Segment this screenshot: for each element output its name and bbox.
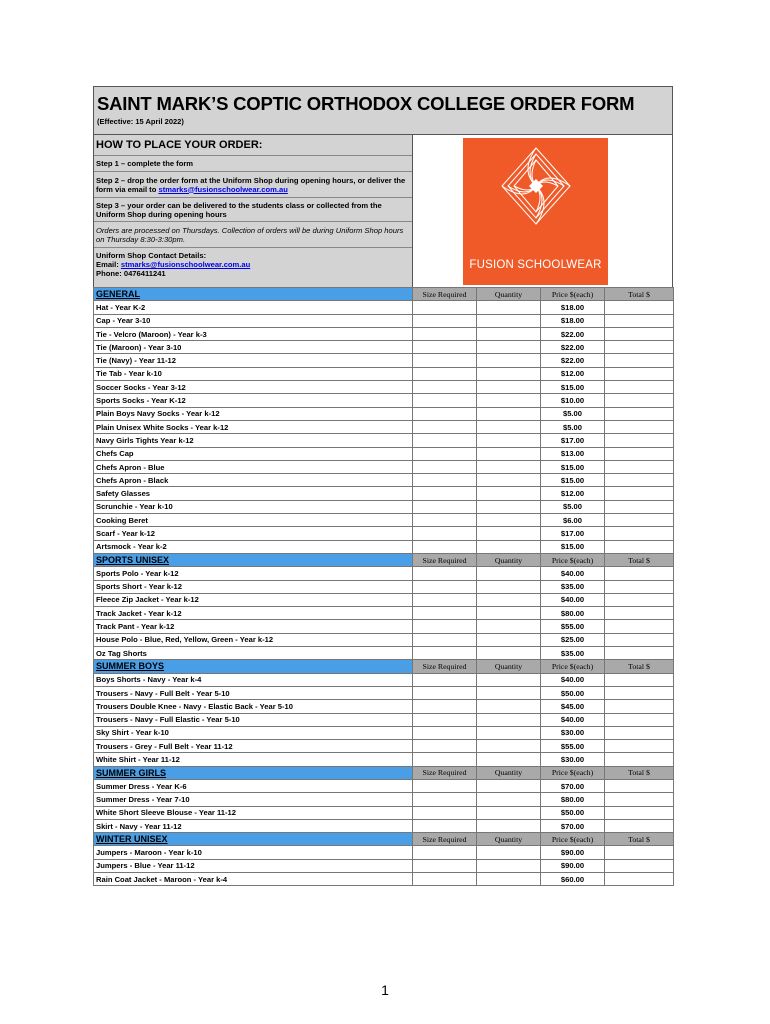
size-input-cell[interactable] bbox=[413, 381, 477, 394]
quantity-input-cell[interactable] bbox=[477, 567, 541, 580]
item-name: Hat - Year K-2 bbox=[94, 301, 413, 314]
item-name: Safety Glasses bbox=[94, 487, 413, 500]
section-name: SUMMER GIRLS bbox=[94, 766, 413, 779]
item-row bbox=[94, 753, 674, 766]
quantity-input-cell[interactable] bbox=[477, 447, 541, 460]
item-price: $80.00 bbox=[541, 607, 605, 620]
item-name: Trousers - Navy - Full Elastic - Year 5-10 bbox=[94, 713, 413, 726]
item-price: $70.00 bbox=[541, 779, 605, 792]
size-input-cell[interactable] bbox=[413, 314, 477, 327]
item-price: $35.00 bbox=[541, 647, 605, 660]
quantity-input-cell[interactable] bbox=[477, 580, 541, 593]
item-row bbox=[94, 540, 674, 553]
item-name: Cooking Beret bbox=[94, 514, 413, 527]
item-name: Rain Coat Jacket - Maroon - Year k-4 bbox=[94, 873, 413, 886]
quantity-input-cell[interactable] bbox=[477, 394, 541, 407]
size-input-cell[interactable] bbox=[413, 407, 477, 420]
quantity-input-cell[interactable] bbox=[477, 593, 541, 606]
size-input-cell[interactable] bbox=[413, 700, 477, 713]
total-input-cell[interactable] bbox=[605, 740, 674, 753]
quantity-input-cell[interactable] bbox=[477, 500, 541, 513]
size-input-cell[interactable] bbox=[413, 647, 477, 660]
size-input-cell[interactable] bbox=[413, 859, 477, 872]
total-input-cell[interactable] bbox=[605, 700, 674, 713]
item-price: $6.00 bbox=[541, 514, 605, 527]
total-input-cell[interactable] bbox=[605, 567, 674, 580]
order-table bbox=[93, 287, 674, 886]
quantity-input-cell[interactable] bbox=[477, 793, 541, 806]
item-price: $55.00 bbox=[541, 620, 605, 633]
price-header: Price $(each) bbox=[541, 660, 605, 673]
quantity-input-cell[interactable] bbox=[477, 367, 541, 380]
quantity-input-cell[interactable] bbox=[477, 607, 541, 620]
size-input-cell[interactable] bbox=[413, 793, 477, 806]
item-row bbox=[94, 341, 674, 354]
item-row bbox=[94, 514, 674, 527]
total-header: Total $ bbox=[605, 288, 674, 301]
item-price: $55.00 bbox=[541, 740, 605, 753]
item-name: Trousers Double Knee - Navy - Elastic Back - Year 5-10 bbox=[94, 700, 413, 713]
step-2 bbox=[94, 172, 412, 198]
section-header-row bbox=[94, 288, 674, 301]
logo-text: FUSION SCHOOLWEAR bbox=[469, 259, 602, 271]
title-box bbox=[93, 86, 673, 135]
size-input-cell[interactable] bbox=[413, 487, 477, 500]
total-input-cell[interactable] bbox=[605, 314, 674, 327]
total-input-cell[interactable] bbox=[605, 647, 674, 660]
item-row bbox=[94, 487, 674, 500]
item-name: Tie (Navy) - Year 11-12 bbox=[94, 354, 413, 367]
quantity-input-cell[interactable] bbox=[477, 540, 541, 553]
item-name: Plain Boys Navy Socks - Year k-12 bbox=[94, 407, 413, 420]
total-input-cell[interactable] bbox=[605, 713, 674, 726]
size-input-cell[interactable] bbox=[413, 394, 477, 407]
item-row bbox=[94, 607, 674, 620]
item-name: Sports Short - Year k-12 bbox=[94, 580, 413, 593]
contact-details bbox=[94, 248, 412, 287]
total-input-cell[interactable] bbox=[605, 460, 674, 473]
total-input-cell[interactable] bbox=[605, 846, 674, 859]
size-input-cell[interactable] bbox=[413, 500, 477, 513]
item-row bbox=[94, 567, 674, 580]
total-input-cell[interactable] bbox=[605, 394, 674, 407]
item-row bbox=[94, 327, 674, 340]
contact-heading: Uniform Shop Contact Details: bbox=[96, 251, 207, 260]
item-row bbox=[94, 420, 674, 433]
item-row bbox=[94, 793, 674, 806]
item-row bbox=[94, 301, 674, 314]
quantity-input-cell[interactable] bbox=[477, 527, 541, 540]
item-row bbox=[94, 381, 674, 394]
item-name: White Short Sleeve Blouse - Year 11-12 bbox=[94, 806, 413, 819]
size-input-cell[interactable] bbox=[413, 354, 477, 367]
item-name: Track Jacket - Year k-12 bbox=[94, 607, 413, 620]
item-row bbox=[94, 314, 674, 327]
total-input-cell[interactable] bbox=[605, 633, 674, 646]
quantity-input-cell[interactable] bbox=[477, 819, 541, 832]
total-input-cell[interactable] bbox=[605, 487, 674, 500]
item-row bbox=[94, 460, 674, 473]
item-row bbox=[94, 620, 674, 633]
item-name: Tie Tab - Year k-10 bbox=[94, 367, 413, 380]
quantity-input-cell[interactable] bbox=[477, 460, 541, 473]
item-row bbox=[94, 806, 674, 819]
item-price: $90.00 bbox=[541, 846, 605, 859]
item-name: Scarf - Year k-12 bbox=[94, 527, 413, 540]
item-name: Cap - Year 3-10 bbox=[94, 314, 413, 327]
item-price: $40.00 bbox=[541, 593, 605, 606]
item-name: Summer Dress - Year K-6 bbox=[94, 779, 413, 792]
quantity-input-cell[interactable] bbox=[477, 474, 541, 487]
quantity-input-cell[interactable] bbox=[477, 873, 541, 886]
total-input-cell[interactable] bbox=[605, 301, 674, 314]
total-input-cell[interactable] bbox=[605, 447, 674, 460]
item-price: $15.00 bbox=[541, 474, 605, 487]
total-input-cell[interactable] bbox=[605, 607, 674, 620]
item-row bbox=[94, 846, 674, 859]
size-input-cell[interactable] bbox=[413, 873, 477, 886]
section-name: GENERAL bbox=[94, 288, 413, 301]
size-input-cell[interactable] bbox=[413, 341, 477, 354]
size-input-cell[interactable] bbox=[413, 593, 477, 606]
total-input-cell[interactable] bbox=[605, 873, 674, 886]
total-input-cell[interactable] bbox=[605, 793, 674, 806]
how-to-heading: HOW TO PLACE YOUR ORDER: bbox=[94, 135, 412, 156]
how-to-order-instructions bbox=[94, 135, 413, 287]
item-price: $40.00 bbox=[541, 567, 605, 580]
step-3: Step 3 – your order can be delivered to the students class or collected from the Uniform Shop during opening hours bbox=[94, 198, 412, 222]
item-name: Jumpers - Blue - Year 11-12 bbox=[94, 859, 413, 872]
size-input-cell[interactable] bbox=[413, 686, 477, 699]
section-header-row bbox=[94, 553, 674, 566]
size-input-cell[interactable] bbox=[413, 447, 477, 460]
quantity-input-cell[interactable] bbox=[477, 620, 541, 633]
total-input-cell[interactable] bbox=[605, 474, 674, 487]
size-required-header: Size Required bbox=[413, 660, 477, 673]
section-header-row bbox=[94, 660, 674, 673]
total-input-cell[interactable] bbox=[605, 367, 674, 380]
item-name: Boys Shorts - Navy - Year k-4 bbox=[94, 673, 413, 686]
item-name: Navy Girls Tights Year k-12 bbox=[94, 434, 413, 447]
item-price: $60.00 bbox=[541, 873, 605, 886]
quantity-input-cell[interactable] bbox=[477, 647, 541, 660]
item-row bbox=[94, 700, 674, 713]
item-row bbox=[94, 859, 674, 872]
size-input-cell[interactable] bbox=[413, 460, 477, 473]
item-name: Tie (Maroon) - Year 3-10 bbox=[94, 341, 413, 354]
quantity-header: Quantity bbox=[477, 288, 541, 301]
item-row bbox=[94, 779, 674, 792]
contact-email-link[interactable]: stmarks@fusionschoolwear.com.au bbox=[120, 260, 251, 269]
item-price: $12.00 bbox=[541, 487, 605, 500]
total-input-cell[interactable] bbox=[605, 354, 674, 367]
quantity-input-cell[interactable] bbox=[477, 726, 541, 739]
quantity-input-cell[interactable] bbox=[477, 846, 541, 859]
item-row bbox=[94, 647, 674, 660]
size-input-cell[interactable] bbox=[413, 420, 477, 433]
item-price: $12.00 bbox=[541, 367, 605, 380]
item-row bbox=[94, 354, 674, 367]
quantity-input-cell[interactable] bbox=[477, 487, 541, 500]
item-price: $30.00 bbox=[541, 726, 605, 739]
quantity-input-cell[interactable] bbox=[477, 514, 541, 527]
quantity-input-cell[interactable] bbox=[477, 354, 541, 367]
total-header: Total $ bbox=[605, 766, 674, 779]
total-input-cell[interactable] bbox=[605, 806, 674, 819]
size-input-cell[interactable] bbox=[413, 540, 477, 553]
total-input-cell[interactable] bbox=[605, 779, 674, 792]
total-input-cell[interactable] bbox=[605, 620, 674, 633]
step-2-text: Step 2 – drop the order form at the Uniform Shop during opening hours, or deliver the form via email to bbox=[96, 175, 406, 194]
quantity-input-cell[interactable] bbox=[477, 381, 541, 394]
quantity-header: Quantity bbox=[477, 833, 541, 846]
size-input-cell[interactable] bbox=[413, 580, 477, 593]
size-input-cell[interactable] bbox=[413, 633, 477, 646]
quantity-input-cell[interactable] bbox=[477, 327, 541, 340]
item-name: Skirt - Navy - Year 11-12 bbox=[94, 819, 413, 832]
item-price: $5.00 bbox=[541, 500, 605, 513]
total-header: Total $ bbox=[605, 553, 674, 566]
item-row bbox=[94, 686, 674, 699]
item-price: $22.00 bbox=[541, 341, 605, 354]
item-price: $50.00 bbox=[541, 806, 605, 819]
quantity-input-cell[interactable] bbox=[477, 686, 541, 699]
size-input-cell[interactable] bbox=[413, 620, 477, 633]
item-row bbox=[94, 447, 674, 460]
item-price: $30.00 bbox=[541, 753, 605, 766]
quantity-header: Quantity bbox=[477, 553, 541, 566]
item-price: $22.00 bbox=[541, 354, 605, 367]
size-required-header: Size Required bbox=[413, 833, 477, 846]
total-header: Total $ bbox=[605, 833, 674, 846]
size-input-cell[interactable] bbox=[413, 740, 477, 753]
section-name: SPORTS UNISEX bbox=[94, 553, 413, 566]
item-price: $5.00 bbox=[541, 407, 605, 420]
quantity-input-cell[interactable] bbox=[477, 633, 541, 646]
total-header: Total $ bbox=[605, 660, 674, 673]
size-input-cell[interactable] bbox=[413, 607, 477, 620]
item-price: $80.00 bbox=[541, 793, 605, 806]
item-row bbox=[94, 407, 674, 420]
item-name: Sports Socks - Year K-12 bbox=[94, 394, 413, 407]
item-row bbox=[94, 367, 674, 380]
item-price: $17.00 bbox=[541, 527, 605, 540]
total-input-cell[interactable] bbox=[605, 341, 674, 354]
item-price: $17.00 bbox=[541, 434, 605, 447]
size-input-cell[interactable] bbox=[413, 474, 477, 487]
price-header: Price $(each) bbox=[541, 833, 605, 846]
quantity-input-cell[interactable] bbox=[477, 859, 541, 872]
section-name: WINTER UNISEX bbox=[94, 833, 413, 846]
size-required-header: Size Required bbox=[413, 553, 477, 566]
size-input-cell[interactable] bbox=[413, 846, 477, 859]
total-input-cell[interactable] bbox=[605, 859, 674, 872]
item-price: $90.00 bbox=[541, 859, 605, 872]
item-price: $35.00 bbox=[541, 580, 605, 593]
item-row bbox=[94, 527, 674, 540]
item-price: $18.00 bbox=[541, 314, 605, 327]
item-row bbox=[94, 394, 674, 407]
item-name: Sky Shirt - Year k-10 bbox=[94, 726, 413, 739]
step-2-email-link[interactable]: stmarks@fusionschoolwear.com.au bbox=[158, 184, 288, 194]
item-price: $13.00 bbox=[541, 447, 605, 460]
item-name: Chefs Apron - Blue bbox=[94, 460, 413, 473]
total-input-cell[interactable] bbox=[605, 753, 674, 766]
quantity-input-cell[interactable] bbox=[477, 740, 541, 753]
item-price: $70.00 bbox=[541, 819, 605, 832]
total-input-cell[interactable] bbox=[605, 686, 674, 699]
total-input-cell[interactable] bbox=[605, 327, 674, 340]
quantity-input-cell[interactable] bbox=[477, 434, 541, 447]
processing-note: Orders are processed on Thursdays. Collection of orders will be during Uniform Shop hours on Thursday 8:30-3:30pm. bbox=[94, 222, 412, 248]
size-input-cell[interactable] bbox=[413, 779, 477, 792]
total-input-cell[interactable] bbox=[605, 673, 674, 686]
total-input-cell[interactable] bbox=[605, 593, 674, 606]
effective-date: (Effective: 15 April 2022) bbox=[97, 117, 184, 126]
total-input-cell[interactable] bbox=[605, 434, 674, 447]
fusion-schoolwear-logo bbox=[463, 138, 608, 285]
item-name: Chefs Cap bbox=[94, 447, 413, 460]
item-price: $40.00 bbox=[541, 673, 605, 686]
quantity-header: Quantity bbox=[477, 766, 541, 779]
item-name: Soccer Socks - Year 3-12 bbox=[94, 381, 413, 394]
size-input-cell[interactable] bbox=[413, 806, 477, 819]
item-row bbox=[94, 713, 674, 726]
section-header-row bbox=[94, 833, 674, 846]
size-input-cell[interactable] bbox=[413, 301, 477, 314]
quantity-header: Quantity bbox=[477, 660, 541, 673]
item-row bbox=[94, 580, 674, 593]
item-price: $5.00 bbox=[541, 420, 605, 433]
email-label: Email: bbox=[96, 260, 121, 269]
item-row bbox=[94, 740, 674, 753]
quantity-input-cell[interactable] bbox=[477, 700, 541, 713]
item-price: $15.00 bbox=[541, 381, 605, 394]
size-input-cell[interactable] bbox=[413, 567, 477, 580]
size-required-header: Size Required bbox=[413, 766, 477, 779]
item-name: Plain Unisex White Socks - Year k-12 bbox=[94, 420, 413, 433]
size-input-cell[interactable] bbox=[413, 527, 477, 540]
size-input-cell[interactable] bbox=[413, 514, 477, 527]
total-input-cell[interactable] bbox=[605, 420, 674, 433]
item-row bbox=[94, 673, 674, 686]
total-input-cell[interactable] bbox=[605, 580, 674, 593]
size-input-cell[interactable] bbox=[413, 673, 477, 686]
size-input-cell[interactable] bbox=[413, 713, 477, 726]
total-input-cell[interactable] bbox=[605, 540, 674, 553]
price-header: Price $(each) bbox=[541, 766, 605, 779]
quantity-input-cell[interactable] bbox=[477, 341, 541, 354]
item-row bbox=[94, 500, 674, 513]
step-1: Step 1 – complete the form bbox=[94, 156, 412, 172]
price-header: Price $(each) bbox=[541, 288, 605, 301]
form-title: SAINT MARK’S COPTIC ORTHODOX COLLEGE ORDER FORM bbox=[97, 93, 635, 114]
section-name: SUMMER BOYS bbox=[94, 660, 413, 673]
item-name: Trousers - Navy - Full Belt - Year 5-10 bbox=[94, 686, 413, 699]
item-price: $25.00 bbox=[541, 633, 605, 646]
total-input-cell[interactable] bbox=[605, 500, 674, 513]
size-input-cell[interactable] bbox=[413, 367, 477, 380]
item-name: Jumpers - Maroon - Year k-10 bbox=[94, 846, 413, 859]
item-row bbox=[94, 434, 674, 447]
total-input-cell[interactable] bbox=[605, 381, 674, 394]
quantity-input-cell[interactable] bbox=[477, 713, 541, 726]
size-input-cell[interactable] bbox=[413, 819, 477, 832]
item-price: $40.00 bbox=[541, 713, 605, 726]
item-row bbox=[94, 819, 674, 832]
item-name: Tie - Velcro (Maroon) - Year k-3 bbox=[94, 327, 413, 340]
quantity-input-cell[interactable] bbox=[477, 753, 541, 766]
size-input-cell[interactable] bbox=[413, 327, 477, 340]
item-price: $10.00 bbox=[541, 394, 605, 407]
item-name: Summer Dress - Year 7-10 bbox=[94, 793, 413, 806]
item-price: $18.00 bbox=[541, 301, 605, 314]
total-input-cell[interactable] bbox=[605, 726, 674, 739]
item-name: House Polo - Blue, Red, Yellow, Green - Year k-12 bbox=[94, 633, 413, 646]
item-price: $15.00 bbox=[541, 460, 605, 473]
quantity-input-cell[interactable] bbox=[477, 673, 541, 686]
page-number: 1 bbox=[381, 982, 389, 998]
item-row bbox=[94, 593, 674, 606]
item-row bbox=[94, 873, 674, 886]
item-price: $50.00 bbox=[541, 686, 605, 699]
item-name: Scrunchie - Year k-10 bbox=[94, 500, 413, 513]
contact-email-line bbox=[96, 260, 410, 269]
item-name: Chefs Apron - Black bbox=[94, 474, 413, 487]
contact-phone: Phone: 0476411241 bbox=[96, 269, 166, 278]
order-form bbox=[93, 86, 673, 886]
total-input-cell[interactable] bbox=[605, 407, 674, 420]
quantity-input-cell[interactable] bbox=[477, 407, 541, 420]
quantity-input-cell[interactable] bbox=[477, 314, 541, 327]
size-required-header: Size Required bbox=[413, 288, 477, 301]
total-input-cell[interactable] bbox=[605, 514, 674, 527]
item-row bbox=[94, 633, 674, 646]
size-input-cell[interactable] bbox=[413, 753, 477, 766]
total-input-cell[interactable] bbox=[605, 527, 674, 540]
size-input-cell[interactable] bbox=[413, 726, 477, 739]
quantity-input-cell[interactable] bbox=[477, 779, 541, 792]
item-row bbox=[94, 726, 674, 739]
item-name: Artsmock - Year k-2 bbox=[94, 540, 413, 553]
item-name: White Shirt - Year 11-12 bbox=[94, 753, 413, 766]
quantity-input-cell[interactable] bbox=[477, 806, 541, 819]
item-price: $15.00 bbox=[541, 540, 605, 553]
section-header-row bbox=[94, 766, 674, 779]
item-name: Sports Polo - Year k-12 bbox=[94, 567, 413, 580]
item-price: $22.00 bbox=[541, 327, 605, 340]
size-input-cell[interactable] bbox=[413, 434, 477, 447]
price-header: Price $(each) bbox=[541, 553, 605, 566]
fusion-diamond-logo-icon bbox=[500, 146, 572, 236]
quantity-input-cell[interactable] bbox=[477, 420, 541, 433]
total-input-cell[interactable] bbox=[605, 819, 674, 832]
item-row bbox=[94, 474, 674, 487]
item-price: $45.00 bbox=[541, 700, 605, 713]
item-name: Track Pant - Year k-12 bbox=[94, 620, 413, 633]
item-name: Trousers - Grey - Full Belt - Year 11-12 bbox=[94, 740, 413, 753]
item-name: Oz Tag Shorts bbox=[94, 647, 413, 660]
quantity-input-cell[interactable] bbox=[477, 301, 541, 314]
item-name: Fleece Zip Jacket - Year k-12 bbox=[94, 593, 413, 606]
